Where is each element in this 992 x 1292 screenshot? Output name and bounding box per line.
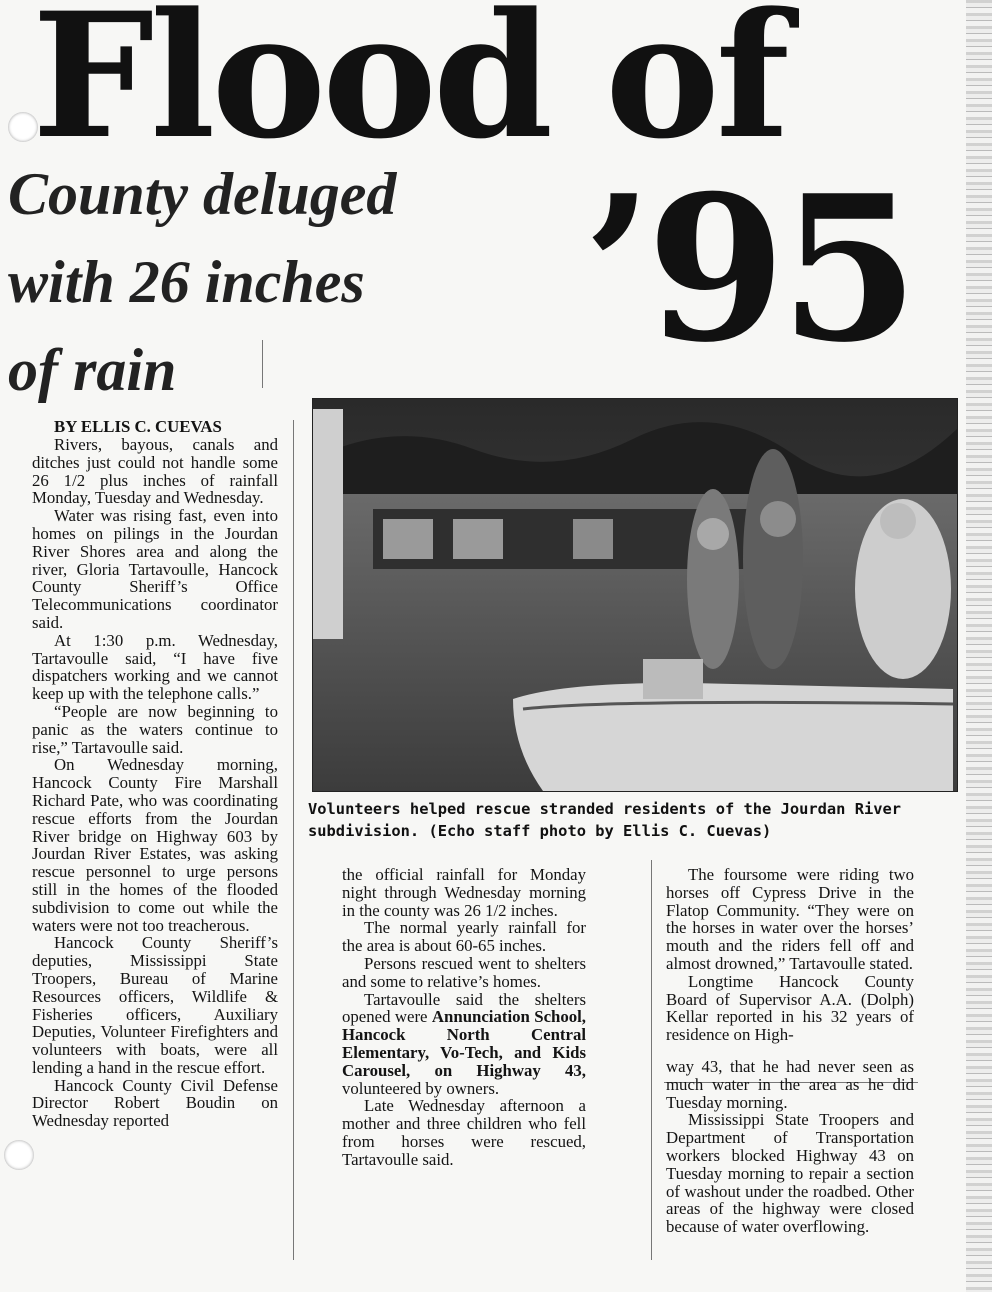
paragraph: Late Wednesday afternoon a mother and three children who fell from horses were rescued, Tartavoulle said. [342, 1096, 586, 1169]
deck-rule [262, 340, 263, 388]
photo-caption: Volunteers helped rescue stranded residents of the Jourdan River subdivision. (Echo staff photo by Ellis C. Cuevas) [308, 800, 902, 840]
binder-hole [4, 1140, 34, 1170]
shelter-list: Annunciation School, Hancock North Central Elementary, Vo-Tech, and Kids Carousel, on Highway 43, [342, 1007, 586, 1080]
paragraph-shelters [342, 991, 586, 1098]
scanned-page-edge [966, 0, 992, 1292]
paragraph: Mississippi State Troopers and Department of Transportation workers blocked Highway 43 on Tuesday morning to repair a section of washout under the roadbed. Other areas of the highway were closed because of water overflowing. [666, 1110, 914, 1237]
paragraph: way 43, that he had never seen as much water in the area as he did Tuesday morning. [666, 1056, 914, 1112]
byline: BY ELLIS C. CUEVAS [54, 417, 222, 436]
paragraph: The normal yearly rainfall for the area is about 60-65 inches. [342, 918, 586, 956]
paragraph: Water was rising fast, even into homes on pilings in the Jourdan River Shores area and along the river, Gloria Tartavoulle, Hancock County Sheriff’s Office Telecommunications coordinator said. [32, 506, 278, 632]
paragraph: Hancock County Civil Defense Director Robert Boudin on Wednesday reported [32, 1075, 278, 1131]
paragraph: the official rainfall for Monday night through Wednesday morning in the county was 26 1/2 inches. [342, 865, 586, 920]
paragraph: Longtime Hancock County Board of Supervisor A.A. (Dolph) Kellar reported in his 32 years of residence on High- [666, 971, 914, 1045]
paragraph: Hancock County Sheriff’s deputies, Mississippi State Troopers, Bureau of Marine Resources officers, Wildlife & Fisheries officers, Auxiliary Deputies, Volunteer Firefighters and volunteers with boats, were all lending a hand in the rescue effort. [32, 933, 278, 1077]
paragraph: On Wednesday morning, Hancock County Fire Marshall Richard Pate, who was coordinating rescue efforts from the Jourdan River bridge on Highway 603 by Jourdan River Estates, was asking rescue personnel to urge persons still in the homes of the flooded subdivision to come out while the waters were not too treacherous. [32, 755, 278, 935]
paragraph: At 1:30 p.m. Wednesday, Tartavoulle said, “I have five dispatchers working and we cannot keep up with the telephone calls.” [32, 630, 278, 704]
text-run: volunteered by owners. [342, 1078, 500, 1098]
article-column-2 [342, 866, 586, 1169]
text-run: Tartavoulle said the shelters opened were [342, 989, 586, 1027]
photo-illustration [313, 399, 957, 791]
column-rule [651, 860, 652, 1260]
article-column-3 [666, 866, 914, 1236]
headline: Flood of [32, 0, 786, 177]
paragraph: The foursome were riding two horses off Cypress Drive in the Flatop Community. “They were on the horses in water over the horses’ mouth and the riders fell off and almost drowned,” Tartavoulle stated. [666, 865, 914, 973]
paragraph: Rivers, bayous, canals and ditches just could not handle some 26 1/2 plus inches of rainfall Monday, Tuesday and Wednesday. [32, 435, 278, 508]
subheadline: County deluged with 26 inches of rain [8, 161, 397, 403]
paragraph: “People are now beginning to panic as the waters continue to rise,” Tartavoulle said. [32, 701, 278, 757]
article-column-1 [32, 417, 278, 1130]
column-rule [293, 420, 294, 1260]
headline-year: ’95 [583, 152, 913, 387]
paragraph: Persons rescued went to shelters and some to relative’s homes. [342, 953, 586, 991]
rescue-boat-photo [312, 398, 958, 792]
